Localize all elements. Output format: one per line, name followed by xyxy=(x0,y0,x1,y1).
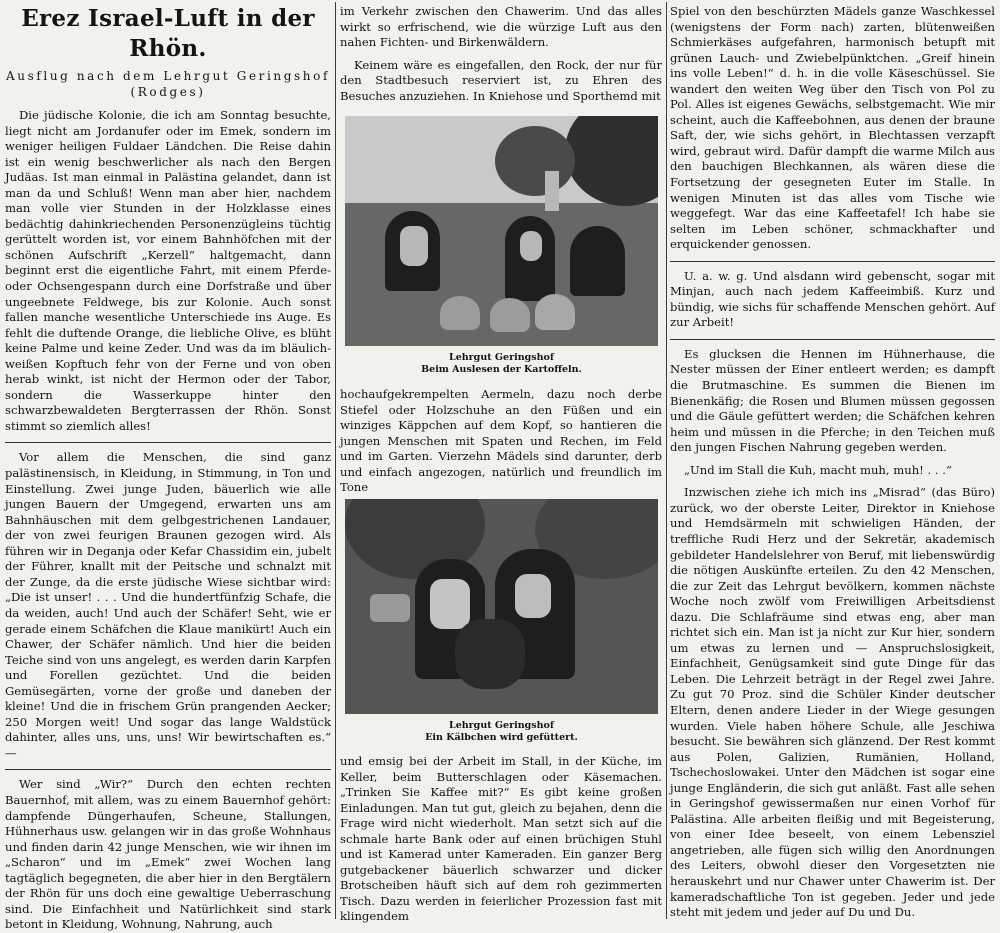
paragraph: „Und im Stall die Kuh, macht muh, muh! . . .“ xyxy=(684,462,952,477)
headline: Erez Israel-Luft in der Rhön. xyxy=(21,5,315,62)
paragraph: im Verkehr zwischen den Chawerim. Und das alles wirkt so erfrischend, wie die würzige Luft aus den nahen Fichten- und Birkenwäldern. xyxy=(340,4,662,50)
divider xyxy=(5,442,331,443)
photo-caption-line1: Lehrgut Geringshof xyxy=(449,720,554,731)
paragraph: hochaufgekrempelten Aermeln, dazu noch derbe Stiefel oder Holzschuhe an den Füßen und ein winziges Käppchen auf dem Kopf, so hantieren die jungen Menschen mit Spaten und Rechen, im Feld und im Garten. Vierzehn Mädels sind darunter, derb und einfach angezogen, natürlich und freundlich im Tone xyxy=(340,387,662,495)
column-rule xyxy=(666,2,667,919)
photo-potatoes xyxy=(345,116,658,376)
divider xyxy=(670,339,995,340)
subtitle: Ausflug nach dem Lehrgut Geringshof (Rodges) xyxy=(6,69,330,99)
column-2-bottom-text xyxy=(340,754,662,925)
paragraph: und emsig bei der Arbeit im Stall, in der Küche, im Keller, beim Butterschlagen oder Käsemachen. „Trinken Sie Kaffee mit?“ Es gibt keine großen Einladungen. Man tut gut, gleich zu bejahen, denn die Frage wird nicht wiederholt. Man setzt sich auf die schmale harte Bank oder auf einen brüchigen Stuhl und ist Kamerad unter Kameraden. Ein ganzer Berg gutgebackener bäuerlich schwarzer und dicker Brotscheiben häuft sich auf dem roh gezimmerten Tisch. Dazu werden in feierlicher Prozession fast mit klingendem xyxy=(340,754,662,924)
column-3 xyxy=(670,4,995,921)
paragraph: Spiel von den beschürzten Mädels ganze Waschkessel (wenigstens der Form nach) zarten, blütenweißen Schmierkäses aufgefahren, harmonisch betupft mit grünen Lauch- und Zwiebelpünktchen. „Greif hinein ins volle Leben!“ d. h. in die volle Käseschüssel. Sie wandert den weiten Weg über den Tisch von Pol zu Pol. Alles ist eigenes Gewächs, selbstgemacht. Wie mir scheint, auch die Kaffeebohnen, aus denen der braune Saft, der, wie sichs gehört, in Blechtassen verzapft wird, gebraut wird. Dafür dampft die warme Milch aus den bauchigen Blechkannen, als wären diese die Fortsetzung der gesegneten Euter im Stalle. In wenigen Minuten ist das alles vom Tische wie weggefegt. War das eine Kaffeetafel! Ich habe sie selten im Leben schöner, schmackhafter und erquickender genossen. xyxy=(670,4,995,252)
paragraph: Die jüdische Kolonie, die ich am Sonntag besuchte, liegt nicht am Jordanufer oder im Emek, sondern im weniger heiligen Fuldaer Ländchen. Die Reise dahin ist ein wenig beschwerlicher als nach den Bergen Judäas. Ist man einmal in Palästina gelandet, dann ist man da und Schluß! Wenn man aber hier, nachdem man volle vier Stunden in der Holzklasse eines bedächtig dahinkriechenden Personenzügleins tüchtig gerüttelt worden ist, vor einem Bahnhöfchen mit der schönen Aufschrift „Kerzell“ haltgemacht, dann beginnt erst die eigentliche Fahrt, mit einem Pferde- oder Ochsengespann durch eine Dorfstraße und über ungeebnete Feldwege, bis zur Kolonie. Auch sonst fallen manche wesentliche Unterschiede ins Auge. Es fehlt die duftende Orange, die liebliche Olive, es blüht keine Palme und keine Zeder. Und was da im bläulich-weißen Kopftuch fehr von der Ferne und von oben herab winkt, ist nicht der Hermon oder der Tabor, sondern die Wasserkuppe hinter den schwarzbewaldeten Bergterrassen der Rhön. Sonst stimmt so ziemlich alles! xyxy=(5,108,331,433)
photo-image xyxy=(345,116,658,346)
paragraph: U. a. w. g. Und alsdann wird gebenscht, sogar mit Minjan, auch nach jedem Kaffeeimbiß. Kurz und bündig, wie sichs für schaffende Menschen gehört. Auf zur Arbeit! xyxy=(670,268,995,330)
paragraph: Wer sind „Wir?“ Durch den echten rechten Bauernhof, mit allem, was zu einem Bauernhof gehört: dampfende Düngerhaufen, Scheune, Stallungen, Hühnerhaus usw. gelangen wir in das große Wohnhaus und finden darin 42 junge Menschen, wie wir ihnen im „Scharon“ und im „Emek“ zwei Wochen lang tagtäglich begegneten, die aber hier in den Bergtälern der Rhön für uns doch eine gewaltige Ueberraschung sind. Die Einfachheit und Natürlichkeit sind stark betont in Kleidung, Wohnung, Nahrung, auch xyxy=(5,777,331,932)
column-rule xyxy=(335,2,336,919)
divider xyxy=(670,261,995,262)
column-2-middle-text xyxy=(340,387,662,496)
photo-caption-line2: Beim Auslesen der Kartoffeln. xyxy=(421,364,582,375)
column-2 xyxy=(340,4,662,924)
paragraph: Vor allem die Menschen, die sind ganz palästinensisch, in Kleidung, in Stimmung, in Ton und Einstellung. Zwei junge Juden, bäuerlich wie alle jungen Bauern der Umgegend, erwarten uns am Bahnhäuschen mit dem gelbgestrichenen Landauer, der von zwei feurigen Braunen gezogen wird. Als führen wir in Deganja oder Kefar Chassidim ein, jubelt der Führer, knallt mit der Peitsche und schnalzt mit der Zunge, da die erste jüdische Wiese sichtbar wird: „Die ist unser! . . . Und die hundertfünfzig Schafe, die da weiden, auch! Und auch der Schäfer! Seht, wie er gerade einem Schäfchen die Klaue manikürt! Auch ein Chawer, der Schäfer nämlich. Und hier die beiden Teiche sind von uns angelegt, es werden darin Karpfen und Forellen gezüchtet. Und die beiden Gemüsegärten, vorne der große und daneben der kleine! Und die in frischem Grün prangenden Aecker; 250 Morgen weit! Und sogar das lange Waldstück dahinter, alles uns, uns, uns! Wir bewirtschaften es.“ — xyxy=(5,450,331,760)
photo-caption-line1: Lehrgut Geringshof xyxy=(449,352,554,363)
photo-caption-line2: Ein Kälbchen wird gefüttert. xyxy=(425,732,578,743)
paragraph: Keinem wäre es eingefallen, den Rock, der nur für den Stadtbesuch reserviert ist, zu Ehren des Besuches anzuziehen. In Kniehose und Sporthemd mit xyxy=(340,57,662,103)
divider xyxy=(5,769,331,770)
column-2-top-text xyxy=(340,4,662,104)
column-1 xyxy=(5,4,331,933)
paragraph: Es glucksen die Hennen im Hühnerhause, die Nester müssen der Einer entleert werden; es dampft die Brutmaschine. Es summen die Bienen im Bienenkäfig; die Rosen und Blumen müssen gegossen und die Gäule gefüttert werden; die Schäfchen kehren heim und müssen in die Pferche; in den Teichen muß den jungen Fischen Nahrung gegeben werden. xyxy=(670,346,995,455)
photo-image xyxy=(345,499,658,714)
paragraph: Inzwischen ziehe ich mich ins „Misrad“ (das Büro) zurück, wo der oberste Leiter, Direktor in Kniehose und Hemdsärmeln mit schwieligen Händen, der treffliche Rudi Herz und der Sekretär, akademisch gebildeter Handelslehrer von Beruf, mit liebenswürdig die nötigen Auskünfte erteilen. Zu den 42 Menschen, die zur Zeit das Lehrgut bevölkern, kommen nächste Woche noch zwölf vom Freiwilligen Arbeitsdienst dazu. Die Schlafräume sind etwas eng, aber man richtet sich ein. Man ist ja nicht zur Kur hier, sondern um etwas zu lernen und — Anspruchslosigkeit, Einfachheit, Genügsamkeit sind gute Dinge für das Leben. Die Lehrzeit beträgt in der Regel zwei Jahre. Zu gut 70 Proz. sind die Schüler Kinder deutscher Eltern, denen andere Lieder in der Wiege gesungen wurden. Viele haben höhere Schule, alle Jeschiwa besucht. Sie bewähren sich glänzend. Der Rest kommt aus Polen, Galizien, Rumänien, Holland, Tschechoslowakei. Unter den Mädchen ist sogar eine junge Engländerin, die sich gut anläßt. Fast alle sehen in Geringshof gewissermaßen nur einen Vorhof für Palästina. Alle arbeiten fleißig und mit Begeisterung, von einer Idee beseelt, von einem Lebensziel angetrieben, alle fügen sich willig den Anordnungen des Leiters, obwohl dieser den Vorgesetzten nie herauskehrt und nur Chawer unter Chawerim ist. Der kameradschaftliche Ton ist gegeben. Jeder und jede steht mit jedem und jeder auf Du und Du. xyxy=(670,485,995,920)
photo-calf xyxy=(345,499,658,744)
